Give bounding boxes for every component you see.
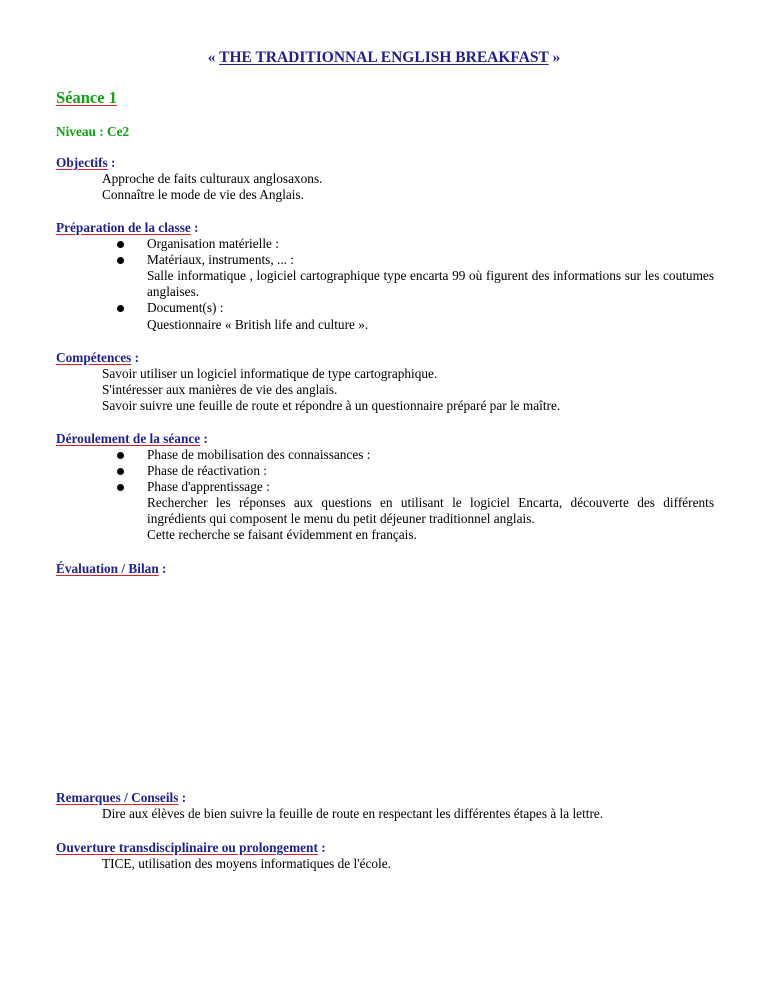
title-quote-close: » (548, 49, 561, 66)
evaluation-colon: : (158, 561, 167, 576)
preparation-materiaux-detail: Salle informatique , logiciel cartographique type encarta 99 où figurent des informations sur les coutumes anglaises. (147, 268, 714, 299)
competences-heading (56, 350, 139, 366)
ouverture-text: TICE, utilisation des moyens informatiques de l'école. (102, 856, 391, 871)
title-text: THE TRADITIONNAL ENGLISH BREAKFAST (219, 49, 549, 66)
preparation-heading (56, 220, 199, 236)
bullet-icon (117, 241, 124, 248)
bullet-icon (117, 484, 124, 491)
bullet-icon (117, 468, 124, 475)
competences-label: Compétences (56, 350, 132, 365)
evaluation-label: Évaluation / Bilan (56, 561, 159, 576)
deroulement-apprentissage-detail: Rechercher les réponses aux questions en utilisant le logiciel Encarta, découverte des différents ingrédients qui composent le menu du petit déjeuner traditionnel anglais. (147, 495, 714, 526)
competences-line-2: S'intéresser aux manières de vie des anglais. (102, 382, 338, 397)
bullet-icon (117, 452, 124, 459)
ouverture-heading (56, 840, 326, 856)
remarques-heading (56, 790, 186, 806)
ouverture-label: Ouverture transdisciplinaire ou prolongement (56, 840, 318, 855)
seance-heading: Séance 1 (56, 88, 117, 107)
preparation-item-materiaux: Matériaux, instruments, ... : (147, 252, 294, 267)
deroulement-colon: : (200, 431, 208, 446)
objectifs-line-1: Approche de faits culturaux anglosaxons. (102, 171, 323, 186)
deroulement-item-apprentissage: Phase d'apprentissage : (147, 479, 270, 494)
bullet-icon (117, 257, 124, 264)
deroulement-heading (56, 431, 208, 447)
objectifs-colon: : (107, 155, 116, 170)
remarques-text: Dire aux élèves de bien suivre la feuille de route en respectant les différentes étapes à la lettre. (102, 806, 604, 821)
objectifs-heading (56, 155, 115, 171)
competences-colon: : (131, 350, 140, 365)
niveau-label: Niveau : Ce2 (56, 124, 130, 139)
competences-line-1: Savoir utiliser un logiciel informatique de type cartographique. (102, 366, 438, 381)
bullet-icon (117, 305, 124, 312)
title-quote-open: « (207, 49, 220, 66)
preparation-document-detail: Questionnaire « British life and culture ». (147, 317, 369, 332)
objectifs-line-2: Connaître le mode de vie des Anglais. (102, 187, 304, 202)
preparation-item-organisation: Organisation matérielle : (147, 236, 279, 251)
deroulement-apprentissage-note: Cette recherche se faisant évidemment en français. (147, 527, 417, 542)
document-title (0, 50, 768, 66)
preparation-item-document: Document(s) : (147, 300, 224, 315)
deroulement-item-mobilisation: Phase de mobilisation des connaissances : (147, 447, 371, 462)
preparation-colon: : (190, 220, 199, 235)
remarques-colon: : (178, 790, 187, 805)
competences-line-3: Savoir suivre une feuille de route et répondre à un questionnaire préparé par le maître. (102, 398, 561, 413)
deroulement-item-reactivation: Phase de réactivation : (147, 463, 267, 478)
deroulement-label: Déroulement de la séance (56, 431, 201, 446)
evaluation-heading (56, 561, 166, 577)
objectifs-label: Objectifs (56, 155, 108, 170)
remarques-label: Remarques / Conseils (56, 790, 179, 805)
preparation-label: Préparation de la classe (56, 220, 191, 235)
ouverture-colon: : (317, 840, 326, 855)
